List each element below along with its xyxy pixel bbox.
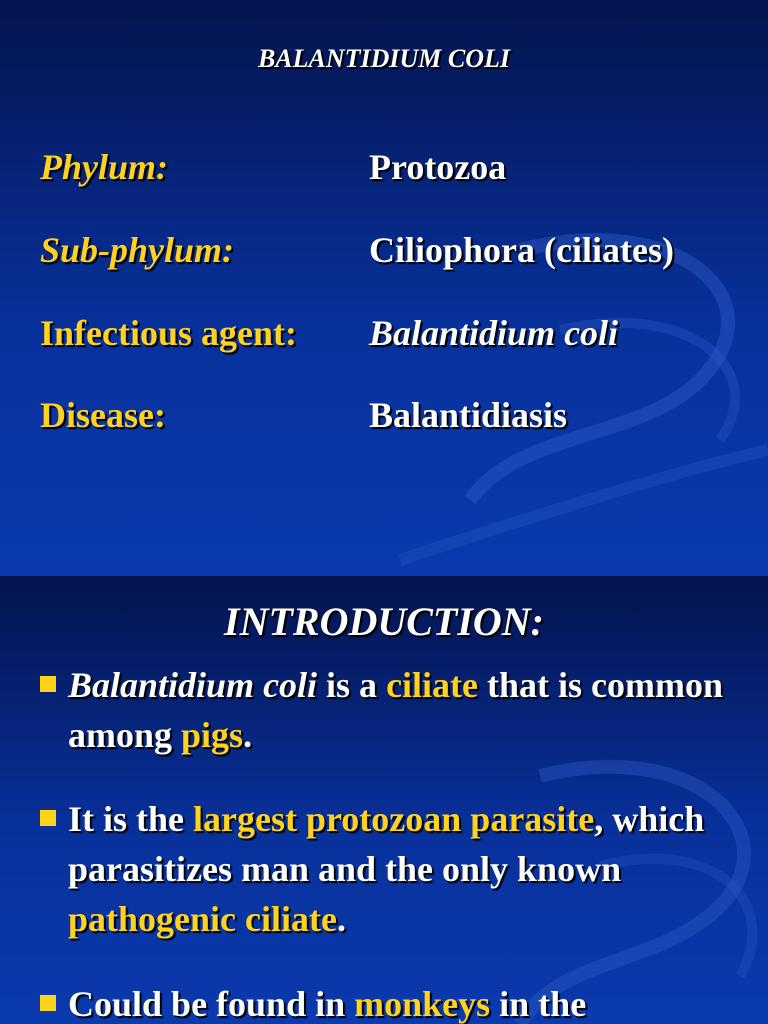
- slide-2: [0, 576, 768, 1024]
- row-label: Phylum:: [40, 147, 169, 187]
- slide-title: BALANTIDIUM COLI: [257, 44, 511, 73]
- bullet-text: It is the largest protozoan parasite, which parasitizes man and the only known pathogenic ciliate.: [68, 799, 705, 939]
- square-bullet-icon: [40, 676, 56, 692]
- row-value: Balantidiasis: [369, 395, 568, 435]
- bullet-text: Could be found in monkeys in the: [68, 984, 587, 1024]
- slide-title: INTRODUCTION:: [224, 599, 544, 644]
- bullet-item: [40, 660, 740, 760]
- row-label: Infectious agent:: [40, 313, 297, 353]
- bullet-item: [40, 979, 740, 1024]
- bullet-item: [40, 794, 740, 944]
- row-value: Protozoa: [369, 147, 507, 187]
- row-label: Sub-phylum:: [40, 230, 235, 270]
- bullet-text: Balantidium coli is a ciliate that is common among pigs.: [68, 665, 724, 755]
- row-label: Disease:: [40, 395, 166, 435]
- square-bullet-icon: [40, 995, 56, 1011]
- row-value: Balantidium coli: [369, 313, 619, 353]
- row-value: Ciliophora (ciliates): [369, 230, 674, 270]
- square-bullet-icon: [40, 810, 56, 826]
